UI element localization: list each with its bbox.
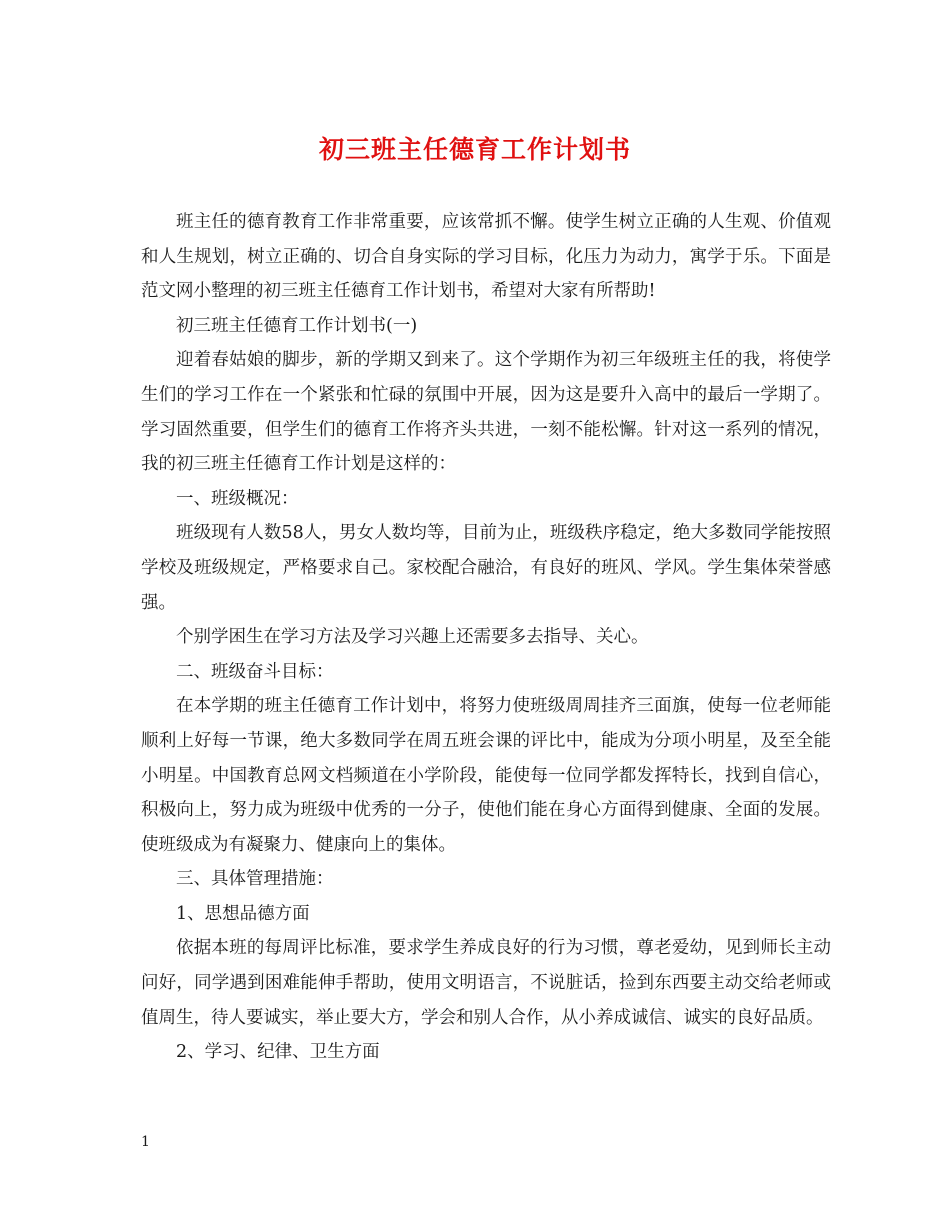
paragraph-intro: 班主任的德育教育工作非常重要，应该常抓不懈。使学生树立正确的人生观、价值观和人生规划，树立正确的、切合自身实际的学习目标，化压力为动力，寓学于乐。下面是范文网小整理的初三班主任德育工作计划书，希望对大家有所帮助! — [141, 212, 831, 302]
subheading-moral: 1、思想品德方面 — [176, 903, 310, 924]
section-heading-class-overview: 一、班级概况： — [176, 488, 299, 509]
page-number: 1 — [141, 1134, 150, 1150]
paragraph-opening: 迎着春姑娘的脚步，新的学期又到来了。这个学期作为初三年级班主任的我，将使学生们的学习工作在一个紧张和忙碌的氛围中开展，因为这是要升入高中的最后一学期了。学习固然重要，但学生们的德育工作将齐头共进，一刻不能松懈。针对这一系列的情况，我的初三班主任德育工作计划是这样的： — [141, 350, 831, 475]
section-heading-measures: 三、具体管理措施： — [176, 869, 334, 890]
paragraph-moral: 依据本班的每周评比标准，要求学生养成良好的行为习惯，尊老爱幼，见到师长主动问好，同学遇到困难能伸手帮助，使用文明语言，不说脏话，捡到东西要主动交给老师或值周生，待人要诚实，举止要大方，学会和别人合作，从小养成诚信、诚实的良好品质。 — [141, 938, 831, 1028]
section-heading-class-goals: 二、班级奋斗目标： — [176, 661, 334, 682]
subheading-study-discipline: 2、学习、纪律、卫生方面 — [176, 1042, 380, 1063]
document-body — [141, 205, 831, 1070]
paragraph-class-goals: 在本学期的班主任德育工作计划中，将努力使班级周周挂齐三面旗，使每一位老师能顺利上好每一节课，绝大多数同学在周五班会课的评比中，能成为分项小明星，及至全能小明星。中国教育总网文档频道在小学阶段，能使每一位同学都发挥特长，找到自信心，积极向上，努力成为班级中优秀的一分子，使他们能在身心方面得到健康、全面的发展。使班级成为有凝聚力、健康向上的集体。 — [141, 696, 831, 855]
paragraph-struggling-students: 个别学困生在学习方法及学习兴趣上还需要多去指导、关心。 — [176, 627, 649, 648]
paragraph-class-overview: 班级现有人数58人，男女人数均等，目前为止，班级秩序稳定，绝大多数同学能按照学校及班级规定，严格要求自己。家校配合融洽，有良好的班风、学风。学生集体荣誉感强。 — [141, 523, 831, 613]
document-title: 初三班主任德育工作计划书 — [318, 135, 631, 164]
paragraph-subtitle: 初三班主任德育工作计划书(一) — [176, 315, 418, 336]
